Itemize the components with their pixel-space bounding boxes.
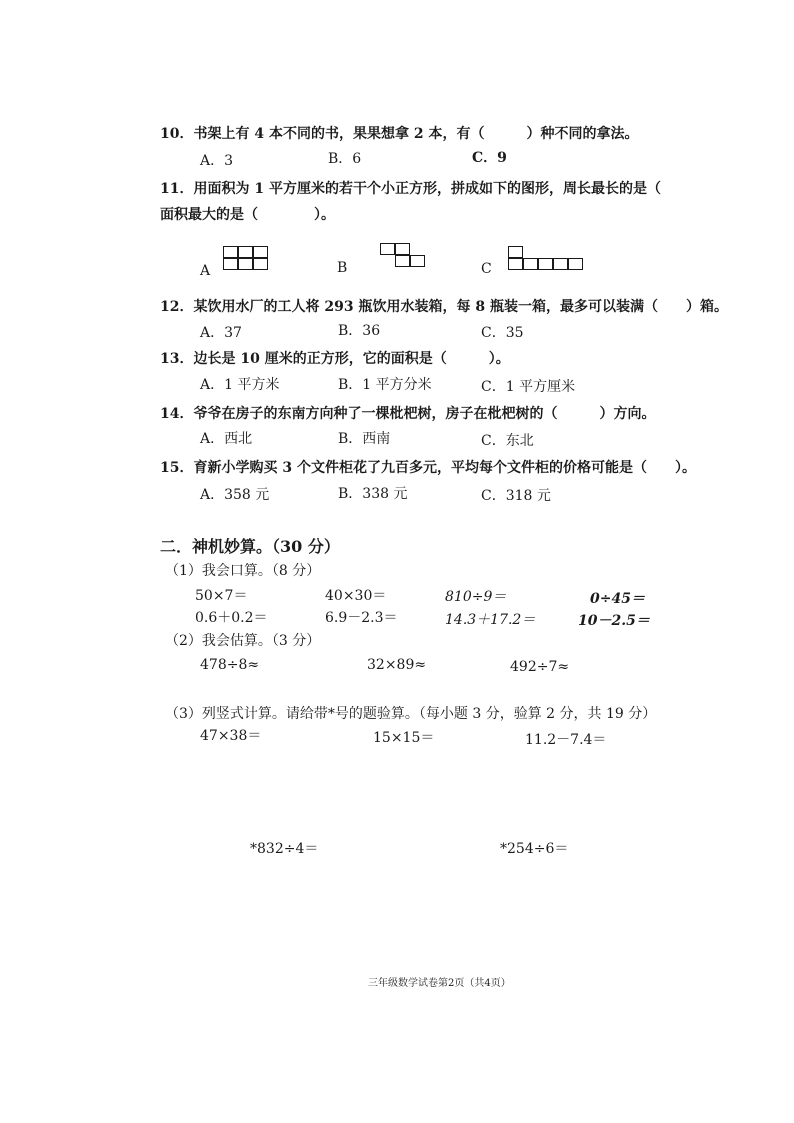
estimate-item: 478÷8≈ — [200, 657, 260, 673]
q10-option-b: B．6 — [328, 151, 362, 167]
q10-option-c: C．9 — [472, 150, 507, 166]
q11-stem-line2: 面积最大的是（ ）。 — [160, 207, 335, 223]
section2-title: 二．神机妙算。（30 分） — [160, 537, 340, 556]
q15-option-c: C．318 元 — [481, 488, 551, 504]
q13-stem: 13．边长是 10 厘米的正方形，它的面积是（ ）。 — [160, 351, 510, 367]
q14-option-a: A．西北 — [200, 431, 253, 447]
q11-label-a: A — [200, 263, 211, 279]
oral-calc-item: 14.3＋17.2＝ — [445, 612, 536, 628]
oral-calc-item: 0÷45＝ — [590, 591, 645, 607]
part2-title: （2）我会估算。（3 分） — [165, 633, 321, 649]
q12-stem: 12．某饮用水厂的工人将 293 瓶饮用水装箱，每 8 瓶装一箱，最多可以装满（ ）箱。 — [160, 299, 728, 315]
q11-label-b: B — [337, 260, 348, 276]
q13-option-a: A．1 平方米 — [200, 377, 280, 393]
q14-option-b: B．西南 — [338, 431, 391, 447]
vertical-calc-item: *254÷6＝ — [500, 841, 569, 857]
oral-calc-item: 40×30＝ — [325, 588, 387, 604]
q12-option-a: A．37 — [200, 325, 242, 341]
part3-title: （3）列竖式计算。请给带*号的题验算。（每小题 3 分，验算 2 分，共 19 分） — [165, 706, 657, 722]
q14-stem: 14．爷爷在房子的东南方向种了一棵枇杷树，房子在枇杷树的（ ）方向。 — [160, 406, 656, 422]
q10-stem: 10．书架上有 4 本不同的书，果果想拿 2 本，有（ ）种不同的拿法。 — [160, 126, 639, 142]
q13-option-c: C．1 平方厘米 — [481, 379, 576, 395]
vertical-calc-item: 15×15＝ — [373, 730, 435, 746]
oral-calc-item: 50×7＝ — [195, 588, 248, 604]
vertical-calc-item: 11.2－7.4＝ — [525, 732, 607, 748]
oral-calc-item: 6.9－2.3＝ — [325, 610, 398, 626]
q14-option-c: C．东北 — [481, 433, 534, 449]
part1-title: （1）我会口算。（8 分） — [165, 563, 321, 579]
q13-option-b: B．1 平方分米 — [338, 377, 432, 393]
q11-label-c: C — [481, 261, 492, 277]
vertical-calc-item: 47×38＝ — [200, 728, 262, 744]
q12-option-c: C．35 — [481, 325, 524, 341]
oral-calc-item: 810÷9＝ — [445, 589, 507, 605]
q12-option-b: B．36 — [338, 323, 381, 339]
vertical-calc-item: *832÷4＝ — [250, 841, 319, 857]
q10-option-a: A．3 — [200, 153, 234, 169]
q15-option-b: B．338 元 — [338, 486, 408, 502]
estimate-item: 32×89≈ — [367, 657, 427, 673]
estimate-item: 492÷7≈ — [510, 659, 570, 675]
oral-calc-item: 10－2.5＝ — [578, 613, 650, 629]
oral-calc-item: 0.6＋0.2＝ — [195, 610, 268, 626]
q15-option-a: A．358 元 — [200, 487, 270, 503]
q15-stem: 15．育新小学购买 3 个文件柜花了九百多元，平均每个文件柜的价格可能是（ ）。 — [160, 460, 696, 476]
q11-stem-line1: 11．用面积为 1 平方厘米的若干个小正方形，拼成如下的图形，周长最长的是（ — [160, 181, 661, 197]
page-footer: 三年级数学试卷第2页（共4页） — [368, 978, 511, 989]
